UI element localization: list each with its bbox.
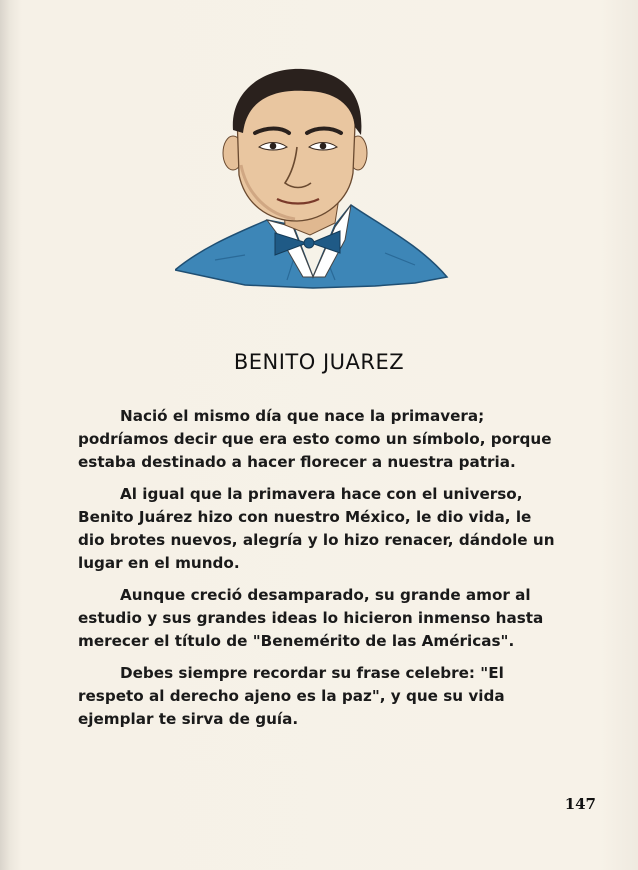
article-body	[78, 405, 563, 740]
paragraph-2: Al igual que la primavera hace con el universo, Benito Juárez hizo con nuestro México, le dio vida, le dio brotes nuevos, alegría y lo hizo renacer, dándole un lugar en el mundo.	[78, 485, 555, 572]
paragraph-3: Aunque creció desamparado, su grande amor al estudio y sus grandes ideas lo hicieron inmenso hasta merecer el título de "Benemérito de las Américas".	[78, 586, 544, 650]
paragraph-1: Nació el mismo día que nace la primavera; podríamos decir que era esto como un símbolo, porque estaba destinado a hacer florecer a nuestra patria.	[78, 407, 552, 471]
paragraph-4: Debes siempre recordar su frase celebre: "El respeto al derecho ajeno es la paz", y que su vida ejemplar te sirva de guía.	[78, 664, 505, 728]
page-number: 147	[564, 795, 596, 813]
benito-juarez-portrait	[175, 55, 450, 290]
page-title: BENITO JUAREZ	[233, 350, 405, 375]
